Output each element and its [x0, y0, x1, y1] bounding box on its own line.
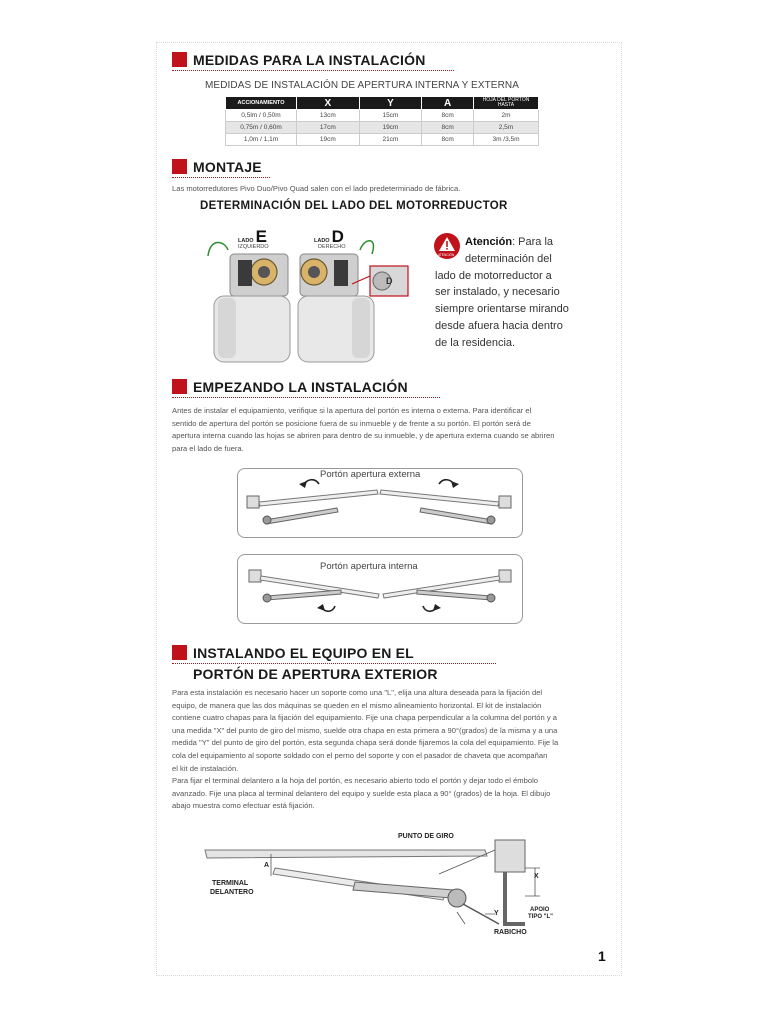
- table-header: Y: [359, 97, 422, 110]
- section-rule: [172, 663, 496, 664]
- paragraph-line: Para fijar el terminal delantero a la hoja del portón, es necesario abierto todo el portón y dejar todo el émbolo: [172, 776, 538, 786]
- table-cell: 8cm: [422, 134, 474, 146]
- section-marker: [172, 52, 187, 67]
- warning-icon-text: ATENCIÓN: [438, 253, 455, 257]
- atencion-line: lado de motorreductor a: [435, 269, 552, 282]
- table-header: ACCIONAMIENTO: [226, 97, 297, 110]
- atencion-line: desde afuera hacia dentro: [435, 319, 563, 332]
- table-cell: 8cm: [422, 110, 474, 122]
- table-cell: 2,5m: [474, 122, 539, 134]
- table-header: A: [422, 97, 474, 110]
- table-header: HOJA DEL PORTÓN HASTA: [474, 97, 539, 110]
- section-marker: [172, 379, 187, 394]
- lado-e-word: IZQUIERDO: [238, 244, 269, 250]
- install-diagram: [195, 828, 565, 940]
- table-cell: 0,5lm / 0,50m: [226, 110, 297, 122]
- section-rule: [172, 397, 440, 398]
- atencion-line-first: [435, 234, 603, 251]
- section-instalando-title-line2: PORTÓN DE APERTURA EXTERIOR: [193, 666, 438, 682]
- section-marker: [172, 645, 187, 660]
- label-punto-de-giro: PUNTO DE GIRO: [398, 833, 454, 840]
- paragraph-line: avanzado. Fije una placa al terminal delantero del equipo y suelde esta placa a 90° (grados) de la hoja. El dibujo: [172, 788, 551, 798]
- section-medidas-header: [172, 52, 426, 69]
- table-row: [226, 134, 539, 146]
- motor-left: [214, 254, 290, 362]
- paragraph-line: el kit de instalación.: [172, 763, 239, 773]
- determinacion-title: DETERMINACIÓN DEL LADO DEL MOTORREDUCTOR: [200, 200, 508, 212]
- paragraph-line: Para esta instalación es necesario hacer un soporte como una "L", elija una altura deseada para la fijación del: [172, 688, 543, 697]
- page-number: 1: [598, 948, 606, 964]
- section-instalando-title-line1: INSTALANDO EL EQUIPO EN EL: [193, 645, 414, 661]
- diagram-interna-label: Portón apertura interna: [320, 561, 418, 572]
- diagram-externa-label: Portón apertura externa: [320, 469, 421, 480]
- paragraph-line: medida "Y" del punto de giro del portón, esta segunda chapa será donde fijaremos la cola del equipamiento. Fije la: [172, 738, 559, 748]
- section-montaje-title: MONTAJE: [193, 159, 262, 175]
- label-terminal: TERMINAL: [212, 880, 249, 887]
- lado-e-letter: E: [255, 227, 267, 246]
- label-a: A: [264, 862, 270, 869]
- paragraph-line: para el lado de fuera.: [172, 443, 244, 453]
- paragraph-line: contiene cuatro chapas para la fijación del equipamiento. Fije una chapa perpendicular a la columna del portón y a: [172, 713, 557, 723]
- empezando-paragraph: [172, 405, 612, 455]
- table-cell: 13cm: [297, 110, 360, 122]
- atencion-note: [435, 234, 603, 352]
- paragraph-line: cola del equipamiento al soporte soldado con el perno del soporte y con el pasador de chaveta que acompañan: [172, 750, 548, 760]
- label-tipo-l: TIPO "L": [528, 914, 554, 920]
- lado-e-label: [238, 229, 267, 244]
- section-instalando-header: [172, 645, 414, 662]
- instalando-paragraph: [172, 687, 612, 813]
- paragraph-line: abajo muestra como efectuar está fijación.: [172, 801, 315, 811]
- paragraph-line: equipo, de manera que las dos máquinas se queden en el mismo alineamiento horizontal. El kit de instalación: [172, 700, 542, 710]
- lado-d-word: DERECHO: [318, 244, 346, 250]
- table-cell: 21cm: [359, 134, 422, 146]
- section-rule: [172, 70, 454, 71]
- section-montaje-header: [172, 159, 262, 176]
- atencion-line: determinación del: [465, 252, 552, 265]
- label-apoio: APOIO: [530, 907, 550, 913]
- label-y: Y: [494, 910, 499, 917]
- paragraph-line: una medida "X" del punto de giro del mismo, suelde otra chapa en esta primera a 90°(grados) de la misma y a una: [172, 725, 558, 735]
- section-empezando-header: [172, 379, 408, 396]
- table-row: [226, 122, 539, 134]
- table-cell: 8cm: [422, 122, 474, 134]
- montaje-text: Las motorredutores Pivo Duo/Pivo Quad salen con el lado predeterminado de fábrica.: [172, 184, 461, 193]
- measurements-table: [225, 96, 539, 146]
- diagram-externa-drawing: [237, 468, 521, 536]
- section-marker: [172, 159, 187, 174]
- inset-letter: D: [386, 276, 393, 286]
- table-row: [226, 110, 539, 122]
- label-x: X: [534, 873, 539, 880]
- table-header: X: [297, 97, 360, 110]
- table-cell: 19cm: [297, 134, 360, 146]
- lado-small: LADO: [238, 238, 254, 244]
- table-header-row: [226, 97, 539, 110]
- atencion-line: siempre orientarse mirando: [435, 303, 569, 316]
- table-cell: 1,0m / 1,1m: [226, 134, 297, 146]
- paragraph-line: sentido de apertura del portón se posicione fuera de su inmueble y de frente a su portón. El portón será de: [172, 418, 531, 428]
- lado-small: LADO: [314, 238, 330, 244]
- paragraph-line: Antes de instalar el equipamiento, verifique si la apertura del portón es interna o externa. Para identificar el: [172, 406, 532, 415]
- atencion-line: ser instalado, y necesario: [435, 286, 560, 299]
- table-cell: 2m: [474, 110, 539, 122]
- motor-sides-illustration: [204, 226, 416, 368]
- section-medidas-title: MEDIDAS PARA LA INSTALACIÓN: [193, 52, 426, 68]
- table-cell: 17cm: [297, 122, 360, 134]
- section-rule: [172, 177, 270, 178]
- table-cell: 19cm: [359, 122, 422, 134]
- lado-d-letter: D: [331, 227, 344, 246]
- table-cell: 3m /3,5m: [474, 134, 539, 146]
- table-cell: 15cm: [359, 110, 422, 122]
- label-delantero: DELANTERO: [210, 889, 254, 896]
- label-rabicho: RABICHO: [494, 929, 527, 936]
- table-caption: MEDIDAS DE INSTALACIÓN DE APERTURA INTERNA Y EXTERNA: [205, 80, 519, 91]
- atencion-line: : Para la: [512, 236, 554, 248]
- motor-right: [298, 254, 374, 362]
- lado-d-label: [314, 229, 344, 244]
- section-empezando-title: EMPEZANDO LA INSTALACIÓN: [193, 379, 408, 395]
- paragraph-line: apertura interna cuando las hojas se abriren para dentro de su inmueble, y de apertura externa cuando se abriren: [172, 431, 555, 441]
- atencion-line: de la residencia.: [435, 336, 516, 349]
- atencion-bold: Atención: [465, 236, 513, 248]
- table-cell: 0,75m / 0,60m: [226, 122, 297, 134]
- diagram-interna-drawing: [237, 554, 521, 622]
